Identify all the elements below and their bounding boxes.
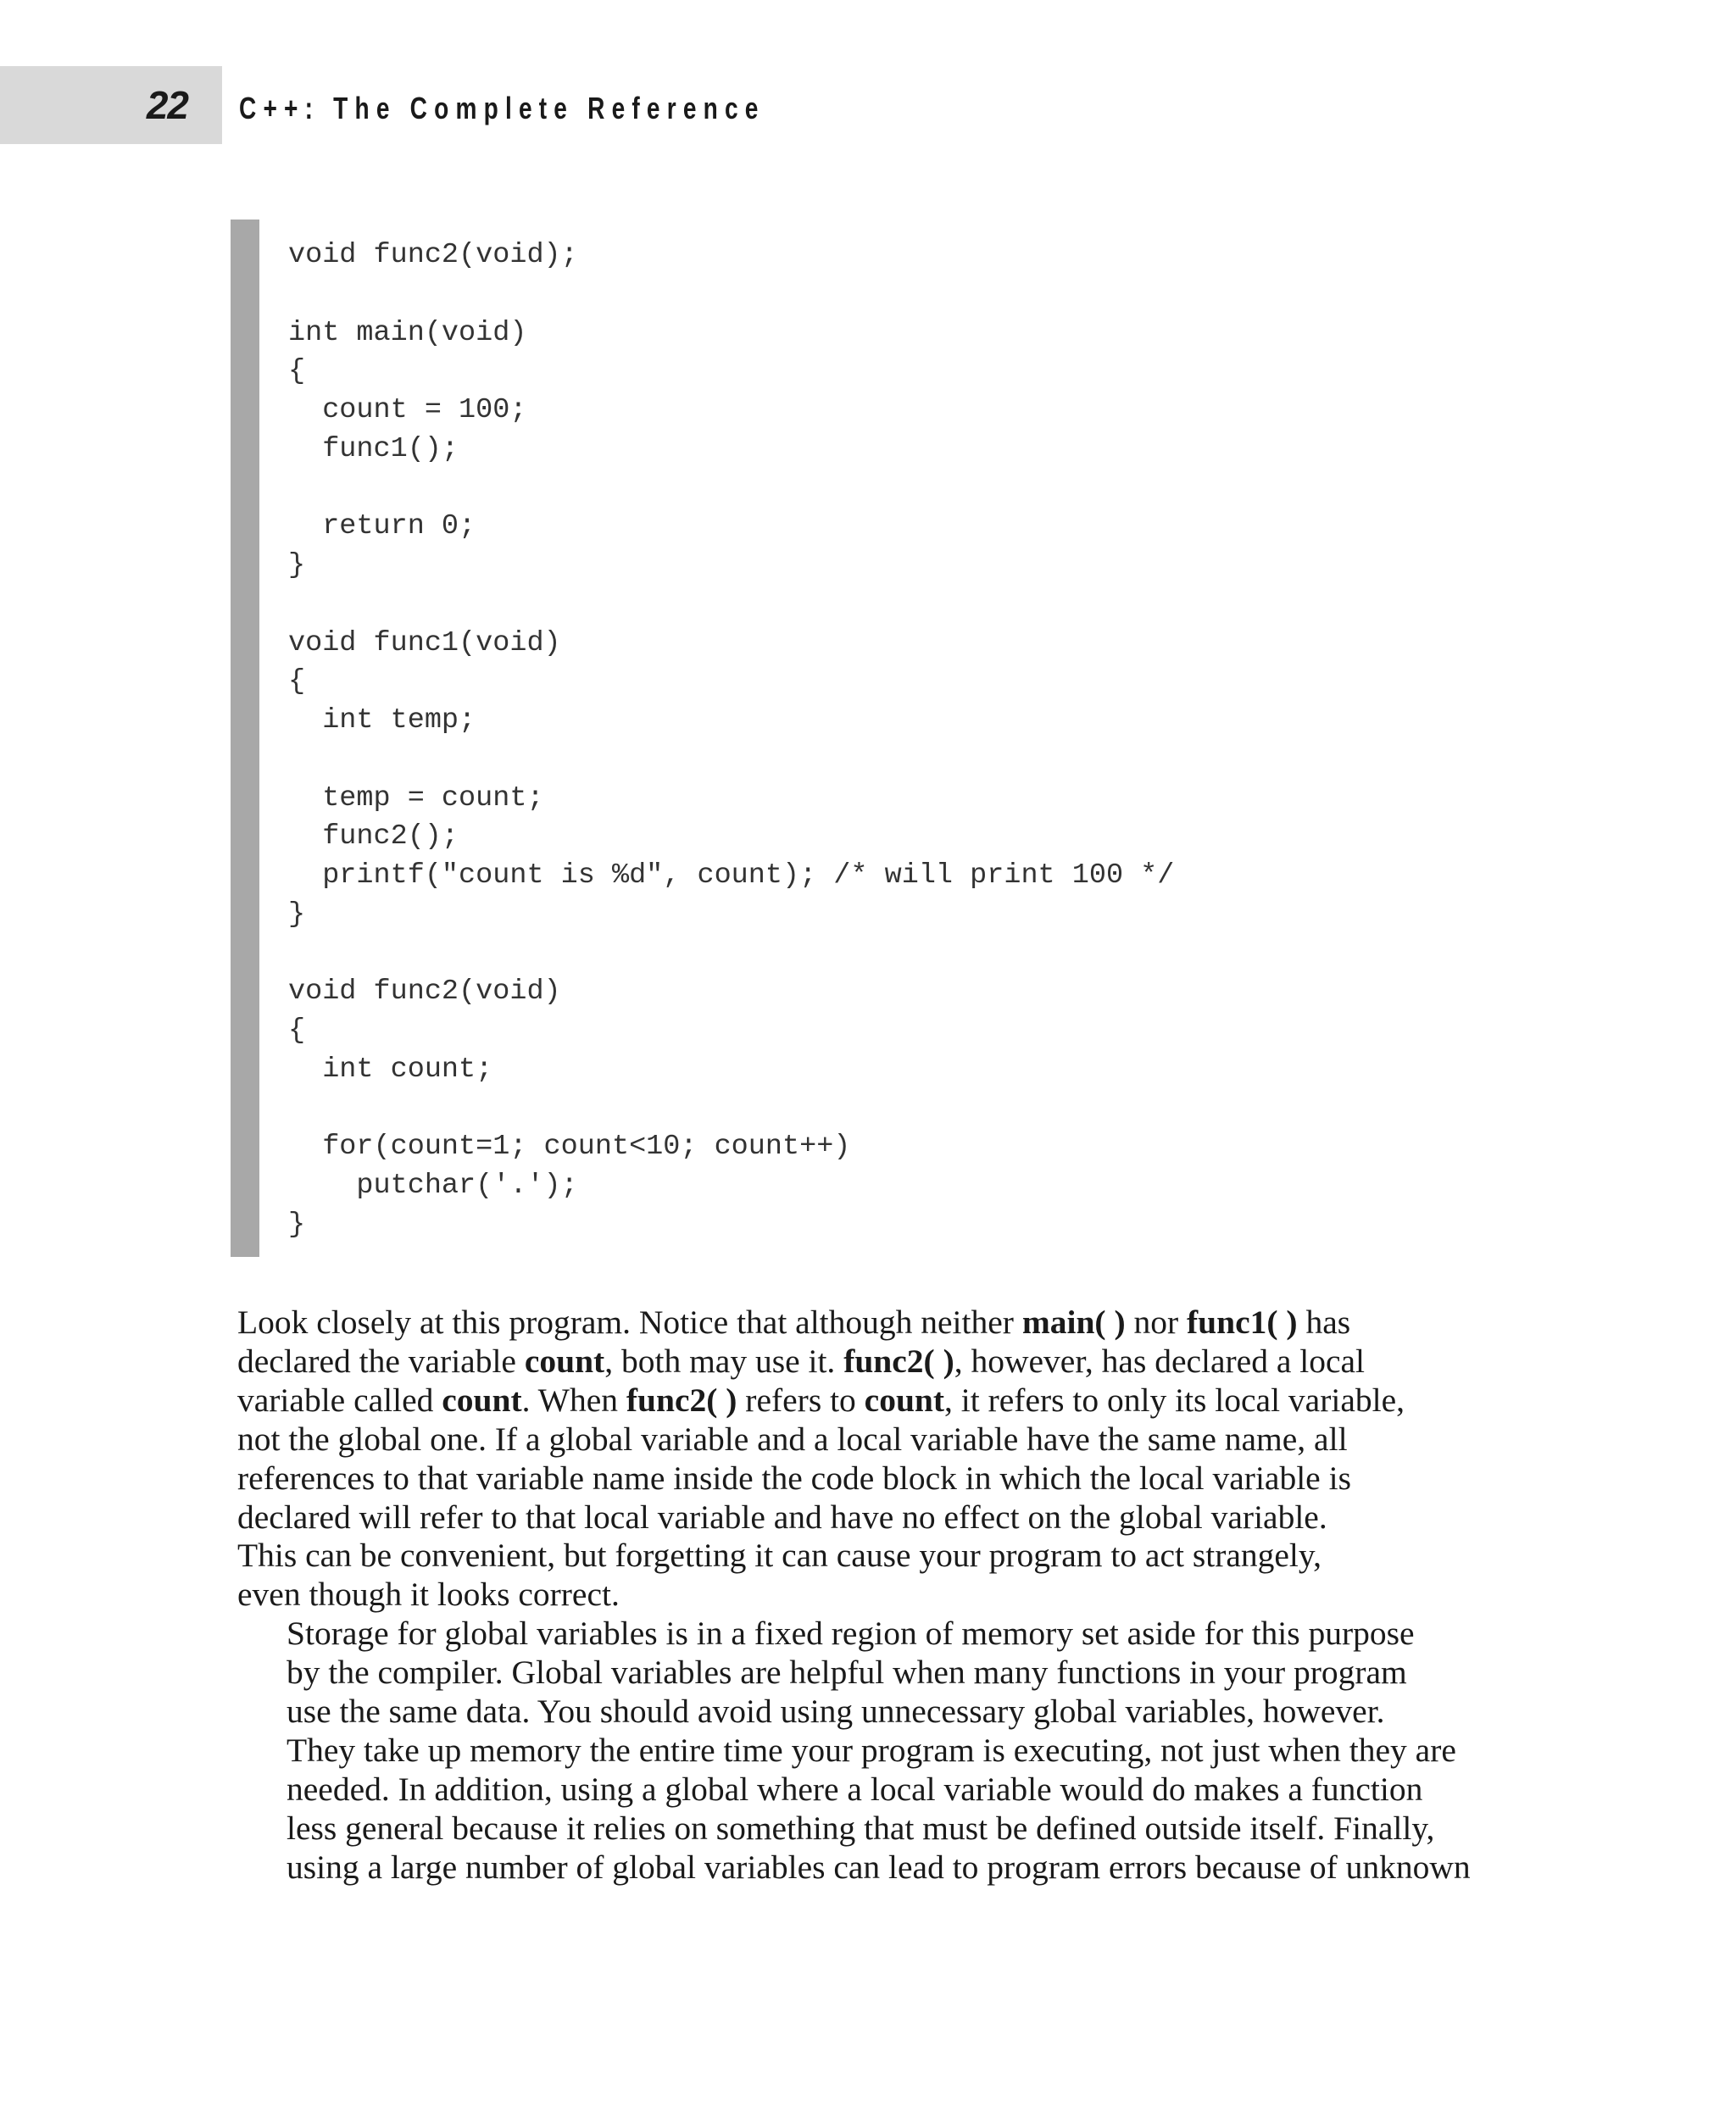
- text-line: using a large number of global variables can lead to program errors because of unknown: [287, 1848, 1471, 1886]
- code-term: func2( ): [843, 1342, 954, 1380]
- code-line: }: [288, 1208, 306, 1241]
- text-line: less general because it relies on something that must be defined outside itself. Finally,: [287, 1809, 1435, 1847]
- code-line: int main(void): [288, 316, 527, 349]
- paragraph: [237, 1304, 1483, 1615]
- code-listing: [288, 236, 1174, 1245]
- page-number: 22: [146, 83, 188, 127]
- code-line: {: [288, 1015, 306, 1047]
- code-line: void func1(void): [288, 626, 561, 659]
- code-term: func1( ): [1187, 1304, 1298, 1341]
- code-line: int temp;: [288, 704, 476, 737]
- code-line: printf("count is %d", count); /* will print 100 */: [288, 859, 1175, 892]
- text-line: They take up memory the entire time your program is executing, not just when they are: [287, 1731, 1456, 1769]
- text-line: not the global one. If a global variable and a local variable have the same name, all: [237, 1420, 1348, 1458]
- code-line: for(count=1; count<10; count++): [288, 1131, 851, 1164]
- running-title: C++: The Complete Reference: [239, 91, 765, 125]
- code-term: count: [864, 1381, 945, 1419]
- text-line: even though it looks correct.: [237, 1576, 620, 1614]
- code-line: putchar('.');: [288, 1170, 578, 1202]
- body-text: [237, 1304, 1483, 1887]
- code-sidebar-bar: [231, 220, 259, 1257]
- code-line: void func2(void);: [288, 239, 578, 271]
- code-line: return 0;: [288, 510, 476, 543]
- code-line: count = 100;: [288, 394, 527, 426]
- text-line: declared the variable count, both may use it. func2( ), however, has declared a local: [237, 1342, 1365, 1380]
- code-line: {: [288, 355, 306, 388]
- code-line: {: [288, 665, 306, 698]
- code-line: int count;: [288, 1053, 493, 1086]
- code-term: count: [442, 1381, 522, 1419]
- text-line: variable called count. When func2( ) refers to count, it refers to only its local variable,: [237, 1381, 1405, 1419]
- text-line: declared will refer to that local variable and have no effect on the global variable.: [237, 1498, 1327, 1536]
- code-line: void func2(void): [288, 976, 561, 1009]
- text-line: use the same data. You should avoid using unnecessary global variables, however.: [287, 1693, 1385, 1731]
- text-line: references to that variable name inside the code block in which the local variable is: [237, 1459, 1351, 1497]
- text-line: Storage for global variables is in a fixed region of memory set aside for this purpose: [287, 1615, 1415, 1653]
- text-line: Look closely at this program. Notice that although neither main( ) nor func1( ) has: [237, 1304, 1351, 1341]
- code-term: func2( ): [626, 1381, 737, 1419]
- code-term: count: [524, 1342, 605, 1380]
- text-line: needed. In addition, using a global where a local variable would do makes a function: [287, 1770, 1423, 1808]
- code-line: }: [288, 898, 306, 931]
- text-line: by the compiler. Global variables are helpful when many functions in your program: [287, 1654, 1407, 1692]
- paragraph: [237, 1615, 1483, 1887]
- text-line: This can be convenient, but forgetting it can cause your program to act strangely,: [237, 1537, 1321, 1575]
- code-line: }: [288, 549, 306, 581]
- code-term: main( ): [1021, 1304, 1126, 1341]
- code-line: temp = count;: [288, 781, 544, 814]
- code-line: func2();: [288, 820, 459, 853]
- code-line: func1();: [288, 432, 459, 465]
